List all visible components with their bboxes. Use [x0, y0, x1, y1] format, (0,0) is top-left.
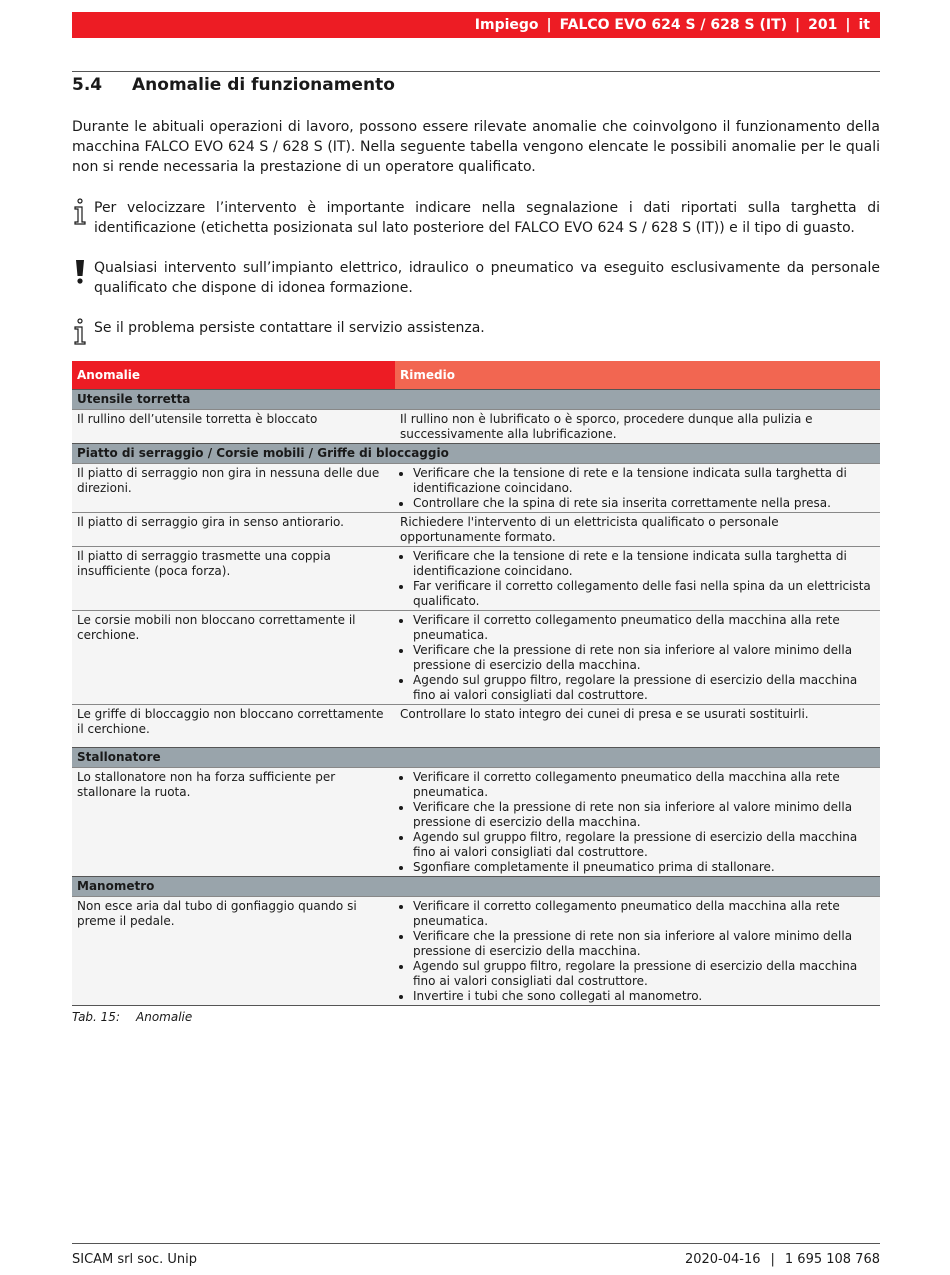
header-separator: | — [795, 17, 801, 33]
table-row — [72, 768, 880, 877]
list-item: • Controllare che la spina di rete sia inserita correttamente nella presa. — [413, 496, 875, 511]
anomaly-cell: Lo stallonatore non ha forza sufficiente per stallonare la ruota. — [72, 768, 395, 877]
table-row — [72, 547, 880, 611]
list-item: • Verificare che la tensione di rete e la tensione indicata sulla targhetta di identificazione coincidano. — [413, 466, 875, 496]
list-item: • Verificare il corretto collegamento pneumatico della macchina alla rete pneumatica. — [413, 613, 875, 643]
remedy-cell: Richiedere l'intervento di un elettricista qualificato o personale opportunamente formato. — [395, 513, 880, 547]
remedy-cell: Il rullino non è lubrificato o è sporco, procedere dunque alla pulizia e successivamente alla lubrificazione. — [395, 410, 880, 444]
list-item: • Verificare che la pressione di rete non sia inferiore al valore minimo della pressione di esercizio della macchina. — [413, 929, 875, 959]
group-title: Manometro — [72, 877, 880, 897]
group-title: Piatto di serraggio / Corsie mobili / Griffe di bloccaggio — [72, 444, 880, 464]
anomaly-cell: Il piatto di serraggio non gira in nessuna delle due direzioni. — [72, 464, 395, 513]
group-title: Stallonatore — [72, 748, 880, 768]
table-group-row — [72, 444, 880, 464]
caption-label: Tab. 15: — [72, 1010, 120, 1024]
remedy-cell — [395, 464, 880, 513]
info-icon — [72, 198, 88, 226]
footer-rule — [72, 1243, 880, 1244]
list-item: • Agendo sul gruppo filtro, regolare la pressione di esercizio della macchina fino ai valori consigliati dal costruttore. — [413, 830, 875, 860]
remedy-cell — [395, 611, 880, 705]
list-item: • Agendo sul gruppo filtro, regolare la pressione di esercizio della macchina fino ai valori consigliati dal costruttore. — [413, 673, 875, 703]
column-header-rimedio: Rimedio — [395, 361, 880, 390]
note-text: Qualsiasi intervento sull’impianto elettrico, idraulico o pneumatico va eseguito esclusivamente da personale qualificato che dispone di idonea formazione. — [94, 260, 880, 296]
header-page-number: 201 — [808, 17, 838, 33]
anomaly-cell: Il piatto di serraggio trasmette una coppia insufficiente (poca forza). — [72, 547, 395, 611]
remedy-list — [400, 549, 875, 609]
footer-doc-number: 1 695 108 768 — [784, 1252, 880, 1267]
header-product: FALCO EVO 624 S / 628 S (IT) — [559, 17, 788, 33]
table-row — [72, 513, 880, 547]
header-separator: | — [546, 17, 552, 33]
page-footer — [72, 1252, 880, 1267]
table-row — [72, 705, 880, 748]
remedy-cell — [395, 768, 880, 877]
remedy-cell — [395, 547, 880, 611]
list-item: • Verificare il corretto collegamento pneumatico della macchina alla rete pneumatica. — [413, 770, 875, 800]
section-rule — [72, 71, 880, 72]
footer-right — [685, 1252, 880, 1267]
table-row — [72, 897, 880, 1006]
info-icon — [72, 318, 88, 346]
anomaly-cell: Il piatto di serraggio gira in senso antiorario. — [72, 513, 395, 547]
note-text: Per velocizzare l’intervento è importante indicare nella segnalazione i dati riportati sulla targhetta di identificazione (etichetta posizionata sul lato posteriore del FALCO EVO 624 S / 628 S (IT)) e il tipo di guasto. — [94, 200, 880, 236]
table-group-row — [72, 877, 880, 897]
caption-text: Anomalie — [136, 1010, 193, 1024]
page-header — [72, 12, 880, 38]
remedy-list — [400, 466, 875, 511]
header-language: it — [858, 17, 870, 33]
note-info-2 — [72, 318, 880, 338]
warning-icon — [72, 258, 88, 286]
list-item: • Sgonfiare completamente il pneumatico prima di stallonare. — [413, 860, 875, 875]
section-title: Anomalie di funzionamento — [132, 75, 395, 95]
anomaly-cell: Non esce aria dal tubo di gonfiaggio quando si preme il pedale. — [72, 897, 395, 1006]
table-group-row — [72, 390, 880, 410]
note-warning — [72, 258, 880, 298]
remedy-list — [400, 899, 875, 1004]
table-caption — [72, 1010, 192, 1024]
header-section: Impiego — [474, 17, 539, 33]
column-header-anomalie: Anomalie — [72, 361, 395, 390]
list-item: • Verificare il corretto collegamento pneumatico della macchina alla rete pneumatica. — [413, 899, 875, 929]
anomaly-cell: Il rullino dell’utensile torretta è bloccato — [72, 410, 395, 444]
list-item: • Invertire i tubi che sono collegati al manometro. — [413, 989, 875, 1004]
footer-company: SICAM srl soc. Unip — [72, 1252, 198, 1267]
footer-date: 2020-04-16 — [684, 1252, 761, 1267]
note-text: Se il problema persiste contattare il servizio assistenza. — [94, 320, 485, 336]
list-item: • Verificare che la pressione di rete non sia inferiore al valore minimo della pressione di esercizio della macchina. — [413, 800, 875, 830]
remedy-list — [400, 613, 875, 703]
table-row — [72, 611, 880, 705]
remedy-list — [400, 770, 875, 875]
list-item: • Verificare che la tensione di rete e la tensione indicata sulla targhetta di identificazione coincidano. — [413, 549, 875, 579]
remedy-cell — [395, 897, 880, 1006]
list-item: • Far verificare il corretto collegamento delle fasi nella spina da un elettricista qualificato. — [413, 579, 875, 609]
table-header-row — [72, 361, 880, 390]
anomalies-table — [72, 361, 880, 1006]
table-row — [72, 464, 880, 513]
note-info-1 — [72, 198, 880, 238]
header-separator: | — [845, 17, 851, 33]
anomaly-cell: Le griffe di bloccaggio non bloccano correttamente il cerchione. — [72, 705, 395, 748]
group-title: Utensile torretta — [72, 390, 880, 410]
list-item: • Verificare che la pressione di rete non sia inferiore al valore minimo della pressione di esercizio della macchina. — [413, 643, 875, 673]
list-item: • Agendo sul gruppo filtro, regolare la pressione di esercizio della macchina fino ai valori consigliati dal costruttore. — [413, 959, 875, 989]
section-heading — [72, 75, 395, 95]
footer-separator: | — [770, 1252, 775, 1267]
intro-paragraph: Durante le abituali operazioni di lavoro, possono essere rilevate anomalie che coinvolgono il funzionamento della macchina FALCO EVO 624 S / 628 S (IT). Nella seguente tabella vengono elencate le possibili anomalie per le quali non si rende necessaria la prestazione di un operatore qualificato. — [72, 119, 880, 175]
table-group-row — [72, 748, 880, 768]
remedy-cell: Controllare lo stato integro dei cunei di presa e se usurati sostituirli. — [395, 705, 880, 748]
table-row — [72, 410, 880, 444]
anomaly-cell: Le corsie mobili non bloccano correttamente il cerchione. — [72, 611, 395, 705]
section-number: 5.4 — [72, 75, 103, 95]
